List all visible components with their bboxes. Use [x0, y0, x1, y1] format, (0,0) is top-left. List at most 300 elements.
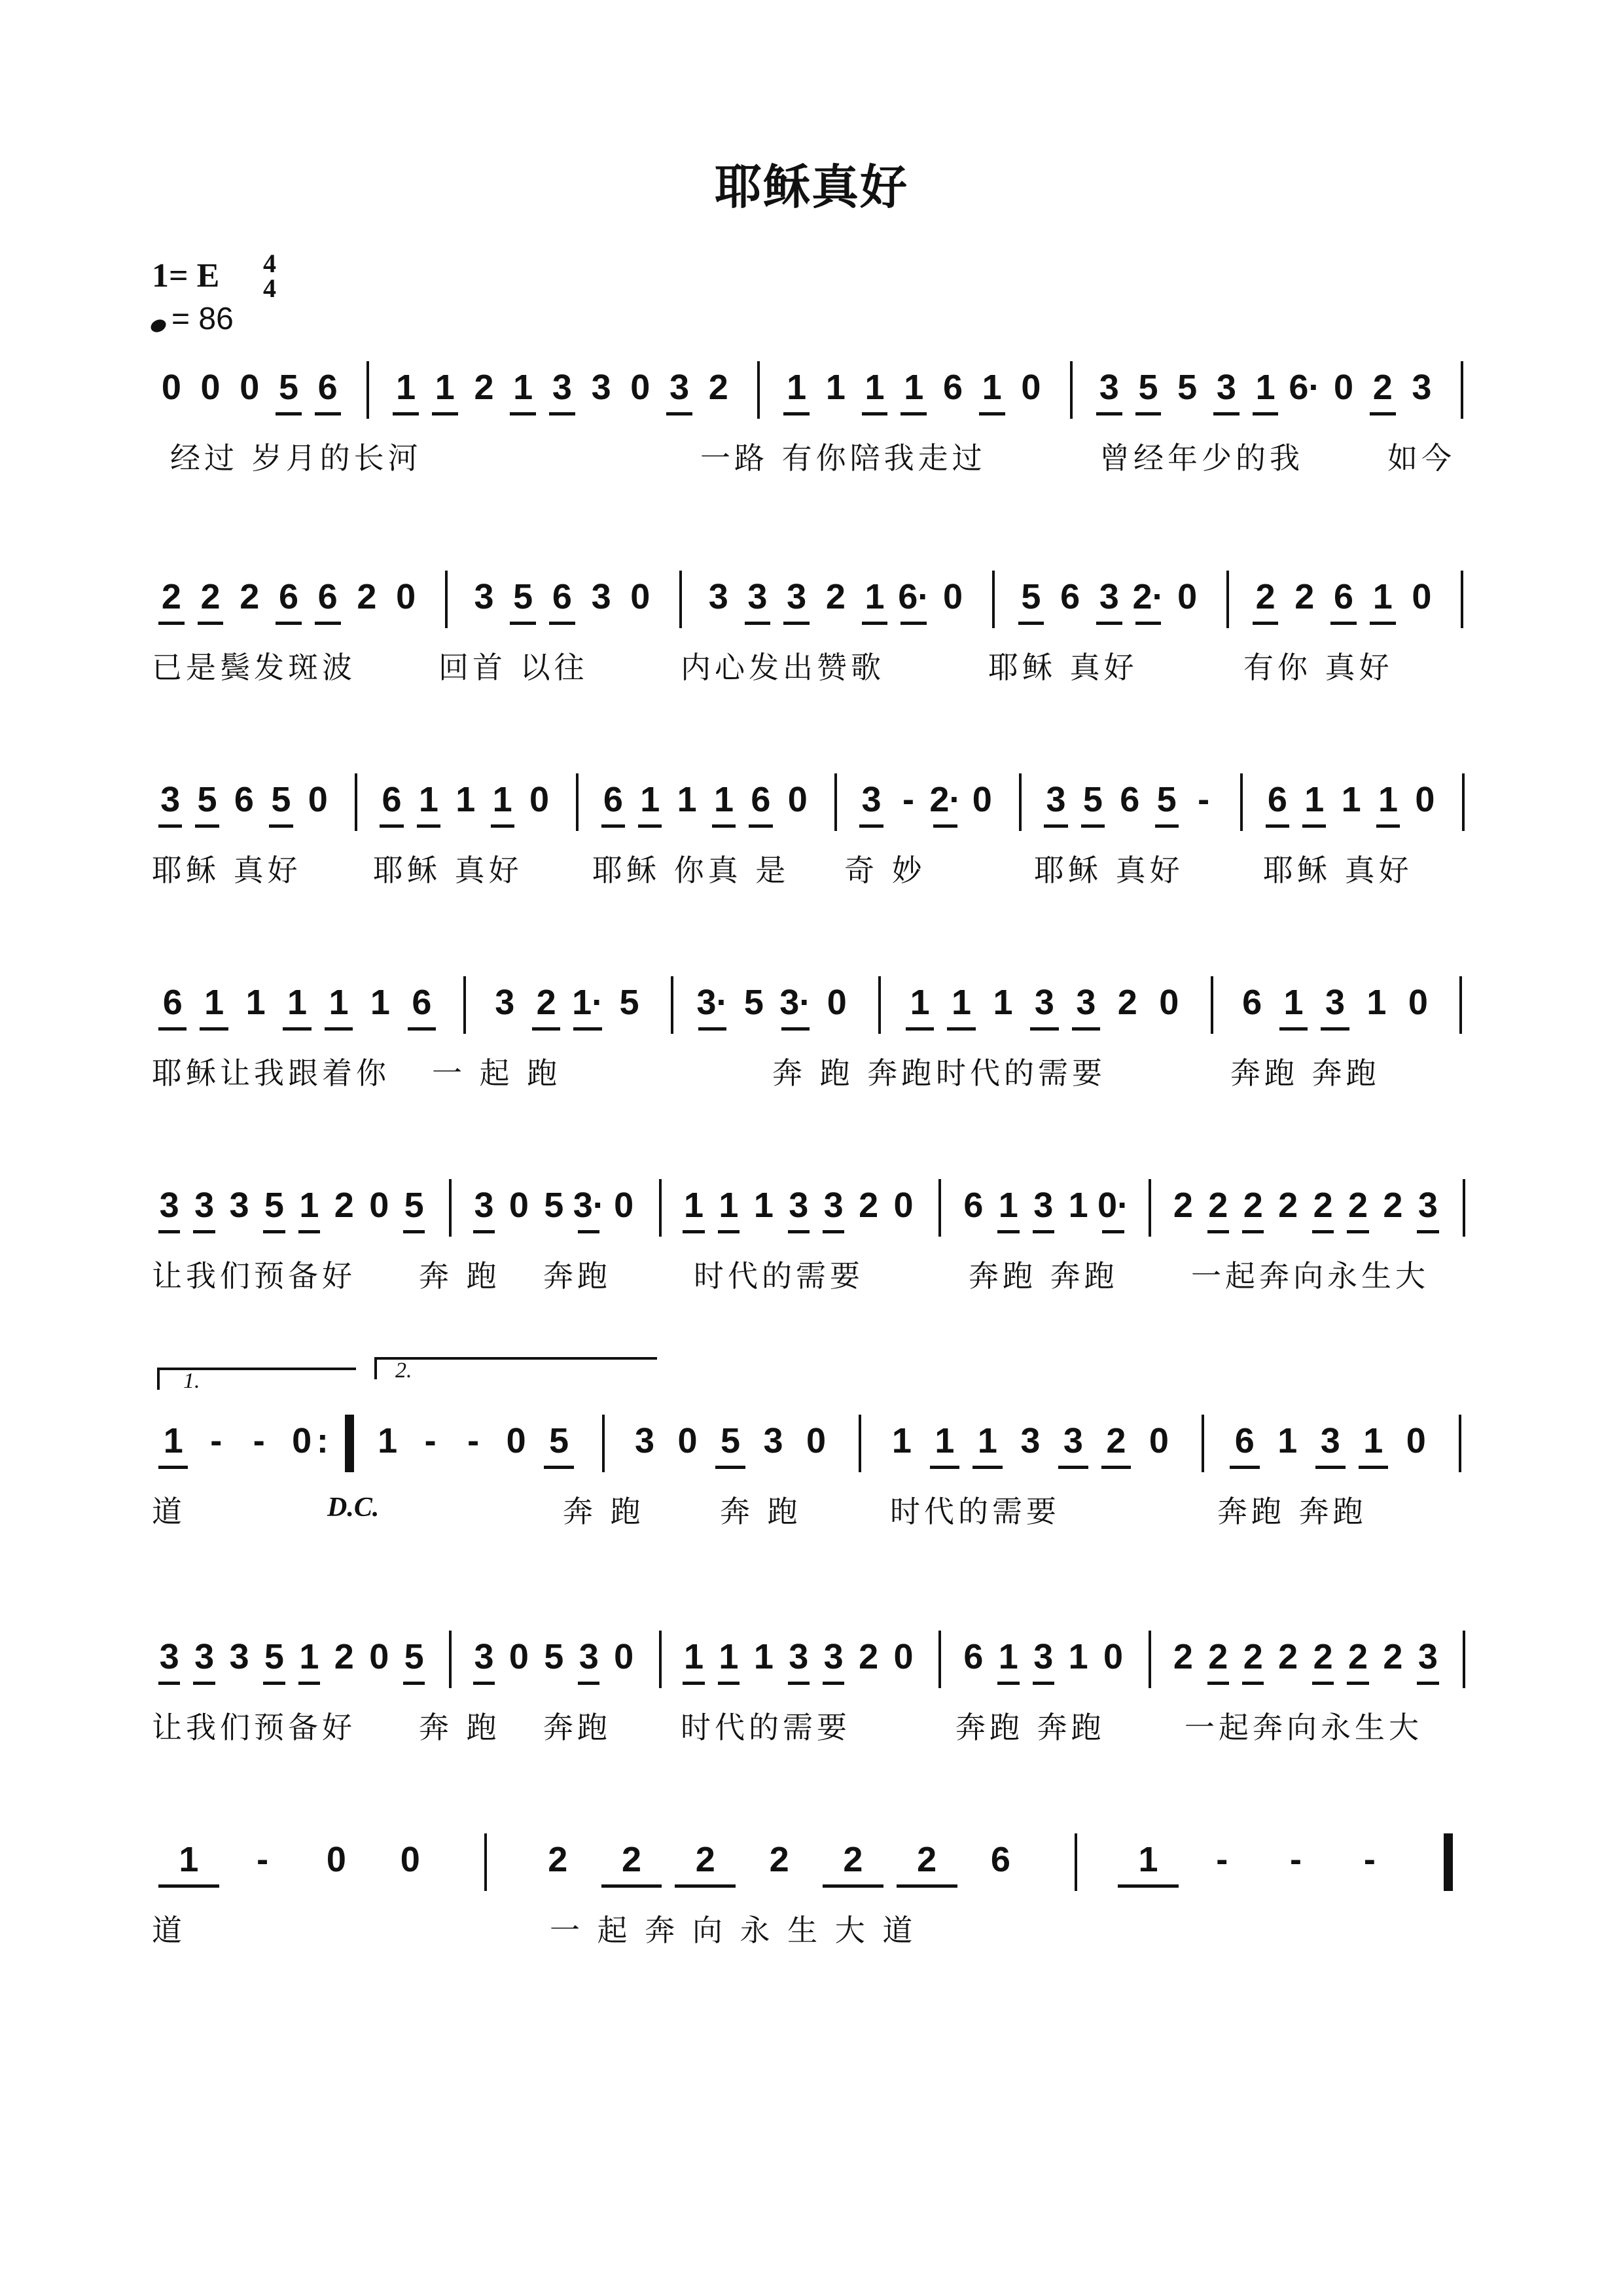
barline [1459, 1415, 1461, 1472]
lyric-phrase: 奔 跑 奔跑 [772, 1055, 936, 1091]
jianpu-note: 6 [1223, 1420, 1266, 1462]
lyric-phrase: 奔跑 [543, 1258, 611, 1294]
notes-row [152, 779, 1480, 851]
lyric-phrase: 已是鬓发斑波 [152, 650, 356, 685]
jianpu-note: 3 [187, 1636, 221, 1678]
jianpu-note: 1 [1246, 366, 1285, 408]
jianpu-note: 1 [632, 779, 668, 821]
lyric-phrase: 一 起 跑 [432, 1055, 562, 1091]
jianpu-note: 3 [474, 577, 494, 616]
jianpu-note: 6 [990, 1840, 1010, 1879]
lyrics-row [152, 1053, 1480, 1099]
jianpu-note: 3 [781, 1184, 816, 1226]
barline [445, 571, 448, 628]
jianpu-note: 2 [668, 1839, 742, 1881]
jianpu-note: 6 [308, 366, 348, 408]
jianpu-note: 1 [1341, 780, 1361, 819]
jianpu-note: 1 [966, 1420, 1008, 1462]
barline [1459, 976, 1462, 1034]
lyrics-row [152, 648, 1480, 694]
barline [659, 1631, 662, 1688]
system-4 [0, 981, 1623, 1152]
final-barline [1444, 1833, 1453, 1891]
jianpu-note: 5 [262, 779, 299, 821]
jianpu-note: 2 [1173, 1186, 1193, 1225]
jianpu-note: 5 [1012, 576, 1051, 618]
jianpu-note: 0· [1096, 1184, 1130, 1226]
notes-row [152, 366, 1480, 438]
jianpu-note: 2 [825, 577, 846, 616]
jianpu-note: 1 [825, 368, 846, 407]
jianpu-note: 5 [619, 983, 639, 1022]
jianpu-note: 0 [529, 780, 550, 819]
jianpu-note: 1· [567, 981, 608, 1023]
jianpu-note: 1 [1068, 1637, 1088, 1676]
lyric-phrase: 奔跑 奔跑 [1217, 1494, 1367, 1529]
barline [1019, 773, 1022, 831]
lyric-phrase: 耶稣 真好 [152, 853, 302, 888]
lyric-phrase: 奔 跑 [419, 1710, 501, 1745]
system-3 [0, 779, 1623, 949]
jianpu-note: 1 [1363, 576, 1402, 618]
barline [1202, 1415, 1204, 1472]
jianpu-note: 5 [743, 983, 764, 1022]
barline [757, 361, 760, 419]
lyric-phrase: 道 [152, 1913, 186, 1948]
repeat-colon: : [316, 1421, 329, 1460]
barline [878, 976, 881, 1034]
jianpu-note: 2 [474, 368, 494, 407]
jianpu-note: 2 [1340, 1184, 1375, 1226]
barline [1463, 1631, 1465, 1688]
jianpu-note: 0 [369, 1637, 389, 1676]
barline [1461, 361, 1463, 419]
first-ending-label: 1. [183, 1369, 200, 1393]
jianpu-note: 0 [1415, 780, 1435, 819]
jianpu-note: 6 [401, 981, 442, 1023]
system-5 [0, 1184, 1623, 1354]
final-barline [345, 1415, 354, 1472]
jianpu-note: 2 [1236, 1184, 1270, 1226]
jianpu-note: 0 [787, 780, 808, 819]
jianpu-note: 1 [677, 780, 697, 819]
jianpu-note: 3 [708, 577, 728, 616]
jianpu-note: 1 [503, 366, 543, 408]
notes-row [152, 981, 1480, 1053]
jianpu-note: 3 [543, 366, 582, 408]
jianpu-note: 0 [396, 577, 416, 616]
jianpu-note: 1 [386, 366, 425, 408]
meter-bottom: 4 [263, 274, 276, 303]
lyrics-row [152, 1911, 1480, 1956]
jianpu-note: 2 [1363, 366, 1402, 408]
lyric-phrase: 经过 岁月的长河 [170, 440, 422, 476]
lyric-phrase: 耶稣 真好 [988, 650, 1138, 685]
tempo-value: = 86 [171, 302, 234, 336]
jianpu-note: 1 [991, 1636, 1026, 1678]
lyric-phrase: 奇 妙 [844, 853, 926, 888]
jianpu-note: 1 [940, 981, 982, 1023]
jianpu-note: 1 [370, 983, 390, 1022]
lyric-phrase: 一起奔向永生大 [1185, 1710, 1423, 1745]
system-8 [0, 1839, 1623, 2009]
jianpu-note: 1 [899, 981, 940, 1023]
barline [938, 1631, 941, 1688]
jianpu-note: 1 [292, 1636, 327, 1678]
jianpu-note: 2 [334, 1186, 354, 1225]
jianpu-note: 3 [1020, 1421, 1041, 1460]
jianpu-note: 5 [1075, 779, 1111, 821]
notes-row [152, 1636, 1480, 1708]
jianpu-note: 5 [397, 1636, 431, 1678]
lyric-phrase: 曾经年少的我 [1099, 440, 1304, 476]
jianpu-note: 1 [753, 1637, 774, 1676]
barline [859, 1415, 861, 1472]
jianpu-note: 6 [595, 779, 632, 821]
lyric-phrase: 让我们预备好 [152, 1258, 356, 1294]
jianpu-note: 1 [276, 981, 317, 1023]
jianpu-note: 6 [1324, 576, 1363, 618]
barline [484, 1833, 487, 1891]
jianpu-note: 2 [1383, 1186, 1403, 1225]
jianpu-note: 2 [859, 1186, 879, 1225]
jianpu-note: - [902, 780, 914, 819]
jianpu-note: 1 [1352, 1420, 1395, 1462]
jianpu-note: 1 [1111, 1839, 1185, 1881]
lyric-phrase: 一路 有你陪我走过 [700, 440, 986, 476]
jianpu-note: 2 [890, 1839, 964, 1881]
jianpu-note: 3 [816, 1636, 851, 1678]
barline [1211, 976, 1213, 1034]
lyric-phrase: 耶稣让我跟着你 [152, 1055, 390, 1091]
meter-top: 4 [263, 249, 276, 278]
jianpu-note: 1 [753, 1186, 774, 1225]
jianpu-note: 1 [705, 779, 742, 821]
jianpu-note: 6 [942, 368, 963, 407]
jianpu-note: 6 [373, 779, 410, 821]
jianpu-note: 3 [1314, 981, 1355, 1023]
jianpu-note: 6 [269, 576, 308, 618]
lyric-phrase: 内心发出赞歌 [681, 650, 885, 685]
barline [679, 571, 682, 628]
notes-row [152, 576, 1480, 648]
barline [602, 1415, 605, 1472]
lyric-phrase: 一 起 奔 向 永 生 大 道 [550, 1913, 917, 1948]
jianpu-note: 1 [1370, 779, 1406, 821]
lyric-phrase: 有你 真好 [1243, 650, 1393, 685]
lyric-phrase: 耶稣 你真 是 [592, 853, 790, 888]
jianpu-note: - [257, 1840, 269, 1879]
jianpu-note: 2 [1340, 1636, 1375, 1678]
jianpu-note: 3 [660, 366, 699, 408]
jianpu-note: 0 [1103, 1637, 1124, 1676]
jianpu-note: 2 [526, 981, 567, 1023]
barline [1070, 361, 1073, 419]
jianpu-note: 3 [1410, 1636, 1445, 1678]
jianpu-note: 1 [378, 1421, 398, 1460]
jianpu-note: 3 [635, 1421, 655, 1460]
score-title: 耶稣真好 [714, 160, 908, 215]
jianpu-note: 6 [1259, 779, 1296, 821]
jianpu-note: 0 [1406, 1421, 1426, 1460]
jianpu-note: 5 [257, 1184, 291, 1226]
jianpu-note: 1 [855, 576, 895, 618]
jianpu-note: 2 [1117, 983, 1137, 1022]
lyric-phrase: 奔跑 奔跑 [955, 1710, 1105, 1745]
jianpu-note: 5 [503, 576, 543, 618]
jianpu-note: - [1198, 780, 1210, 819]
lyric-phrase: 奔跑 [543, 1710, 611, 1745]
time-signature [257, 251, 283, 301]
barline [1240, 773, 1243, 831]
jianpu-note: 0 [1334, 368, 1354, 407]
lyrics-row [152, 438, 1480, 484]
lyric-phrase: 时代的需要 [681, 1710, 851, 1745]
jianpu-note: 2 [1201, 1636, 1236, 1678]
system-6 [0, 1358, 1623, 1590]
da-capo-marking: D.C. [327, 1492, 380, 1523]
jianpu-note: 3 [152, 1184, 187, 1226]
jianpu-note: 5 [257, 1636, 291, 1678]
jianpu-note: 6· [1289, 368, 1321, 407]
jianpu-note: 0 [942, 577, 963, 616]
jianpu-note: 1 [292, 1184, 327, 1226]
jianpu-note: - [467, 1421, 480, 1460]
jianpu-note: 1 [152, 1839, 226, 1881]
jianpu-note: - [253, 1421, 265, 1460]
second-ending-bracket [374, 1357, 657, 1379]
barline [1226, 571, 1229, 628]
barline [366, 361, 369, 419]
lyric-phrase: 让我们预备好 [152, 1710, 356, 1745]
lyric-phrase: 奔 跑 [720, 1494, 802, 1529]
jianpu-note: 6 [308, 576, 348, 618]
jianpu-note: 1 [193, 981, 234, 1023]
jianpu-note: 3 [1090, 576, 1129, 618]
jianpu-note: 6 [1242, 983, 1262, 1022]
jianpu-note: 2 [1278, 1637, 1298, 1676]
jianpu-note: 0 [1159, 983, 1179, 1022]
jianpu-note: 2· [927, 779, 963, 821]
lyrics-row [152, 1492, 1480, 1538]
barline [992, 571, 995, 628]
jianpu-note: 1 [923, 1420, 966, 1462]
jianpu-note: 1 [152, 1420, 194, 1462]
jianpu-note: 2 [1201, 1184, 1236, 1226]
jianpu-note: - [424, 1421, 437, 1460]
lyric-phrase: 耶稣 真好 [1034, 853, 1184, 888]
system-1 [0, 366, 1623, 537]
barline [1075, 1833, 1077, 1891]
jianpu-note: - [1290, 1840, 1302, 1879]
jianpu-note: 5 [709, 1420, 751, 1462]
jianpu-note: 0 [1177, 577, 1198, 616]
lyric-phrase: 时代的需要 [936, 1055, 1106, 1091]
jianpu-note: 3 [229, 1186, 249, 1225]
jianpu-note: 1 [711, 1636, 746, 1678]
jianpu-note: 3 [1410, 1184, 1445, 1226]
jianpu-note: - [210, 1421, 223, 1460]
jianpu-note: 3 [777, 576, 816, 618]
notes-row [152, 1420, 1480, 1492]
lyric-phrase: 回首 以往 [438, 650, 588, 685]
jianpu-note: 3 [1052, 1420, 1094, 1462]
jianpu-note: 1 [993, 983, 1013, 1022]
jianpu-note: 5 [397, 1184, 431, 1226]
jianpu-note: 2 [1294, 577, 1315, 616]
jianpu-note: 1 [1068, 1186, 1088, 1225]
system-7 [0, 1636, 1623, 1806]
jianpu-note: 0 [161, 368, 181, 407]
jianpu-note: 2 [152, 576, 191, 618]
jianpu-note: 3 [1090, 366, 1129, 408]
jianpu-note: 6 [234, 780, 254, 819]
jianpu-note: 0 [893, 1186, 914, 1225]
jianpu-note: 0 [677, 1421, 698, 1460]
jianpu-note: 2 [548, 1840, 568, 1879]
lyric-phrase: 奔 跑 [563, 1494, 645, 1529]
jianpu-note: 0 [630, 577, 651, 616]
jianpu-note: 6· [894, 576, 933, 618]
jianpu-note: 2 [769, 1840, 789, 1879]
jianpu-note: 1 [1296, 779, 1332, 821]
jianpu-note: 1 [855, 366, 895, 408]
jianpu-note: 3 [152, 779, 188, 821]
jianpu-note: 2 [1173, 1637, 1193, 1676]
jianpu-note: 3 [1026, 1636, 1061, 1678]
jianpu-note: 1 [777, 366, 816, 408]
jianpu-note: 0 [630, 368, 651, 407]
jianpu-note: 3 [591, 368, 611, 407]
jianpu-note: 3 [1309, 1420, 1351, 1462]
jianpu-note: 1 [455, 780, 476, 819]
lyric-phrase: 奔跑 奔跑 [1230, 1055, 1380, 1091]
jianpu-note: 1 [972, 366, 1012, 408]
jianpu-note: 0 [827, 983, 847, 1022]
jianpu-note: 2 [816, 1839, 890, 1881]
jianpu-note: 6 [963, 1186, 984, 1225]
jianpu-note: 1 [891, 1421, 912, 1460]
jianpu-note: 3 [229, 1637, 249, 1676]
jianpu-note: 3 [467, 1636, 501, 1678]
barline [449, 1179, 452, 1237]
jianpu-note: 3 [571, 1636, 606, 1678]
barline [449, 1631, 452, 1688]
jianpu-note: 3 [1207, 366, 1246, 408]
jianpu-note: 2 [1095, 1420, 1137, 1462]
jianpu-note: 0 [308, 780, 328, 819]
jianpu-note: - [1216, 1840, 1228, 1879]
jianpu-note: 5 [544, 1637, 564, 1676]
jianpu-note: 5 [537, 1420, 580, 1462]
jianpu-note: - [1363, 1840, 1376, 1879]
jianpu-note: 5 [1177, 368, 1198, 407]
jianpu-note: 2 [708, 368, 728, 407]
jianpu-note: 0 [506, 1421, 526, 1460]
jianpu-note: 1 [484, 779, 521, 821]
jianpu-note: 1 [894, 366, 933, 408]
jianpu-note: 0 [1149, 1421, 1169, 1460]
jianpu-note: 1 [676, 1184, 711, 1226]
jianpu-note: 3 [853, 779, 889, 821]
jianpu-note: 2 [1383, 1637, 1403, 1676]
jianpu-note: 0 [806, 1421, 826, 1460]
jianpu-note: 6 [543, 576, 582, 618]
jianpu-note: 2 [240, 577, 260, 616]
lyric-phrase: 如今 [1387, 440, 1455, 476]
jianpu-note: 6 [963, 1637, 984, 1676]
jianpu-note: 1 [425, 366, 465, 408]
jianpu-note: 2 [595, 1839, 669, 1881]
jianpu-note: 3 [152, 1636, 187, 1678]
jianpu-note: 1 [318, 981, 359, 1023]
lyric-phrase: 耶稣 真好 [1263, 853, 1413, 888]
jianpu-note: 5 [1149, 779, 1185, 821]
jianpu-note: 3 [763, 1421, 783, 1460]
jianpu-note: 5 [188, 779, 225, 821]
lyric-phrase: 时代的需要 [694, 1258, 864, 1294]
jianpu-note: 0 [1408, 983, 1428, 1022]
jianpu-note: 5 [1129, 366, 1168, 408]
lyrics-row [152, 1256, 1480, 1302]
jianpu-note: 5 [269, 366, 308, 408]
jianpu-note: 0 [400, 1840, 420, 1879]
jianpu-note: 1 [1273, 981, 1314, 1023]
lyric-phrase: 一起奔向永生大 [1191, 1258, 1429, 1294]
jianpu-note: 1 [676, 1636, 711, 1678]
barline [355, 773, 357, 831]
jianpu-note: 3 [816, 1184, 851, 1226]
jianpu-note: 0 [200, 368, 221, 407]
jianpu-note: 3· [775, 981, 816, 1023]
jianpu-note: 3 [781, 1636, 816, 1678]
jianpu-note: 0 [240, 368, 260, 407]
tempo-marking [151, 301, 234, 337]
jianpu-note: 0 [369, 1186, 389, 1225]
jianpu-note: 0 [326, 1840, 346, 1879]
jianpu-note: 3· [571, 1184, 606, 1226]
barline [671, 976, 673, 1034]
system-2 [0, 576, 1623, 746]
jianpu-note: 1 [245, 983, 266, 1022]
barline [1463, 1179, 1465, 1237]
barline [1462, 773, 1465, 831]
jianpu-note: 3 [1065, 981, 1107, 1023]
jianpu-note: 3· [692, 981, 733, 1023]
jianpu-note: 3 [495, 983, 515, 1022]
jianpu-note: 1 [1366, 983, 1387, 1022]
jianpu-note: 2 [191, 576, 230, 618]
jianpu-note: 0 [972, 780, 992, 819]
jianpu-note: 2 [1278, 1186, 1298, 1225]
jianpu-note: 6 [742, 779, 779, 821]
jianpu-note: 1 [991, 1184, 1026, 1226]
lyric-phrase: 时代的需要 [890, 1494, 1060, 1529]
jianpu-note: 1 [711, 1184, 746, 1226]
jianpu-note: 2 [1306, 1636, 1340, 1678]
lyrics-row [152, 851, 1480, 896]
jianpu-note: 0 [508, 1186, 529, 1225]
barline [938, 1179, 941, 1237]
jianpu-note: 1 [1277, 1421, 1298, 1460]
lyrics-row [152, 1708, 1480, 1754]
jianpu-note: 3 [1037, 779, 1074, 821]
jianpu-note: 0 [614, 1186, 634, 1225]
jianpu-note: 0 [508, 1637, 529, 1676]
jianpu-note: 1 [410, 779, 447, 821]
quarter-note-icon [149, 317, 168, 334]
lyric-phrase: 道 [152, 1494, 186, 1529]
